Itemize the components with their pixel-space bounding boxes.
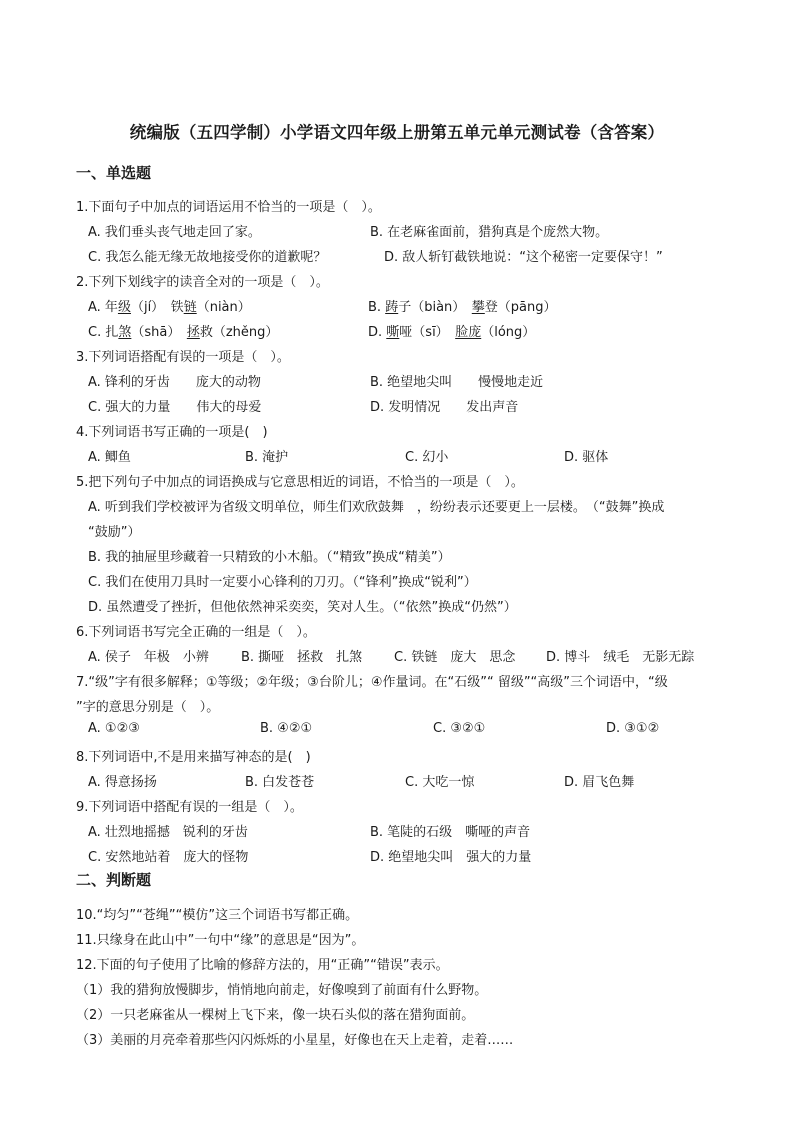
underlined-char: 煞 — [118, 325, 132, 340]
question-12-stem: 12.下面的句子使用了比喻的修辞方法的，用“正确”“错误”表示。 — [76, 958, 449, 973]
underlined-char: 拯 — [186, 325, 200, 340]
question-9-option-b: B. 笔陡的石级 嘶哑的声音 — [370, 825, 531, 840]
question-5-option-b: B. 我的抽屉里珍藏着一只精致的小木船。（“精致”换成“精美”） — [88, 550, 451, 565]
question-2-option-b — [368, 296, 557, 315]
question-8-option-c: C. 大吃一惊 — [405, 775, 475, 790]
question-2-option-d — [368, 321, 535, 340]
question-3-option-a: A. 锋利的牙齿 庞大的动物 — [88, 375, 261, 390]
question-5-option-d: D. 虽然遭受了挫折，但他依然神采奕奕，笑对人生。（“依然”换成“仍然”） — [88, 600, 517, 615]
question-3-option-c: C. 强大的力量 伟大的母爱 — [88, 400, 262, 415]
question-6-stem: 6.下列词语书写完全正确的一组是（ ）。 — [76, 625, 316, 640]
question-2-option-a — [88, 296, 251, 315]
page-title: 统编版（五四学制）小学语文四年级上册第五单元单元测试卷（含答案） — [129, 123, 665, 142]
question-6-option-a: A. 侯子 年极 小辨 — [88, 650, 209, 665]
question-12-sentence-1: （1）我的猎狗放慢脚步，悄悄地向前走，好像嗅到了前面有什么野物。 — [76, 983, 488, 998]
underlined-char: 脸庞 — [455, 325, 482, 340]
underlined-char: 级 — [117, 300, 131, 315]
question-6-option-b: B. 撕哑 拯救 扎煞 — [241, 650, 363, 665]
question-8-option-b: B. 白发苍苍 — [245, 775, 315, 790]
question-4-stem: 4.下列词语书写正确的一项是( ) — [76, 425, 268, 440]
option-text: 救（zhěng） — [199, 325, 279, 340]
question-9-option-c: C. 安然地站着 庞大的怪物 — [88, 850, 249, 865]
question-9-option-d: D. 绝望地尖叫 强大的力量 — [370, 850, 532, 865]
question-4-option-c: C. 幻小 — [405, 450, 449, 465]
question-4-option-a: A. 鲫鱼 — [88, 450, 131, 465]
question-12-sentence-3: （3）美丽的月亮牵着那些闪闪烁烁的小星星，好像也在天上走着，走着…… — [76, 1033, 514, 1048]
section-heading-true-false: 二、判断题 — [76, 871, 152, 889]
option-text: （lóng） — [481, 325, 536, 340]
question-4-option-b: B. 淹护 — [245, 450, 289, 465]
question-7-stem-line-2: ”字的意思分别是（ ）。 — [76, 700, 220, 715]
underlined-char: 攀 — [471, 300, 485, 315]
question-12-sentence-2: （2）一只老麻雀从一棵树上飞下来，像一块石头似的落在猎狗面前。 — [76, 1008, 475, 1023]
question-3-option-d: D. 发明情况 发出声音 — [370, 400, 519, 415]
option-text: （niàn） — [196, 300, 251, 315]
question-1-option-b: B. 在老麻雀面前，猎狗真是个庞然大物。 — [370, 225, 609, 240]
question-8-option-d: D. 眉飞色舞 — [564, 775, 635, 790]
question-3-option-b: B. 绝望地尖叫 慢慢地走近 — [370, 375, 544, 390]
question-4-option-d: D. 驱体 — [564, 450, 609, 465]
question-10: 10.“均匀”“苍绳”“模仿”这三个词语书写都正确。 — [76, 908, 359, 923]
underlined-char: 嘶 — [386, 325, 400, 340]
question-5-option-a-line-1: A. 听到我们学校被评为省级文明单位，师生们欢欣鼓舞 ，纷纷表示还要更上一层楼。 （“鼓舞”换成 — [88, 500, 665, 515]
option-text: （shā） — [131, 325, 187, 340]
option-text: （jí） 铁 — [130, 300, 184, 315]
question-1-option-c: C. 我怎么能无缘无故地接受你的道歉呢？ — [88, 250, 327, 265]
section-heading-single-choice: 一、单选题 — [76, 164, 152, 182]
question-6-option-d: D. 博斗 绒毛 无影无踪 — [546, 650, 695, 665]
question-11: 11.只缘身在此山中”一句中“缘”的意思是“因为”。 — [76, 933, 365, 948]
question-2-stem: 2.下列下划线字的读音全对的一项是（ ）。 — [76, 275, 329, 290]
option-text: 哑（sī） — [399, 325, 456, 340]
question-8-stem: 8.下列词语中,不是用来描写神态的是( ) — [76, 750, 311, 765]
question-8-option-a: A. 得意扬扬 — [88, 775, 157, 790]
option-text: 子（biàn） — [398, 300, 472, 315]
option-text: B. — [368, 300, 386, 315]
option-text: A. 年 — [88, 300, 118, 315]
question-7-stem-line-1: 7.“级”字有很多解释；①等级；②年级；③台阶儿；④作量词。在“石级”“ 留级”“高级”三个词语中，“级 — [76, 675, 668, 690]
question-7-option-b: B. ④②① — [260, 721, 313, 736]
option-text: D. — [368, 325, 387, 340]
question-1-stem: 1.下面句子中加点的词语运用不恰当的一项是（ ）。 — [76, 200, 381, 215]
option-text: C. 扎 — [88, 325, 119, 340]
underlined-char: 踌 — [385, 300, 399, 315]
question-7-option-c: C. ③②① — [433, 721, 486, 736]
question-7-option-a: A. ①②③ — [88, 721, 140, 736]
option-text: 登（pāng） — [484, 300, 557, 315]
question-7-option-d: D. ③①② — [606, 721, 660, 736]
question-9-option-a: A. 壮烈地摇撼 锐利的牙齿 — [88, 825, 248, 840]
underlined-char: 链 — [183, 300, 197, 315]
question-5-option-c: C. 我们在使用刀具时一定要小心锋利的刀刃。（“锋利”换成“锐利”） — [88, 575, 477, 590]
question-1-option-d: D. 敌人斩钉截铁地说：“这个秘密一定要保守！” — [384, 250, 663, 265]
question-1-option-a: A. 我们垂头丧气地走回了家。 — [88, 225, 261, 240]
question-9-stem: 9.下列词语中搭配有误的一组是（ ）。 — [76, 800, 303, 815]
question-3-stem: 3.下列词语搭配有误的一项是（ ）。 — [76, 350, 290, 365]
question-5-option-a-line-2: “鼓励”） — [88, 525, 141, 540]
question-5-stem: 5.把下列句子中加点的词语换成与它意思相近的词语，不恰当的一项是（ ）。 — [76, 475, 524, 490]
question-2-option-c — [88, 321, 278, 340]
question-6-option-c: C. 铁链 庞大 思念 — [394, 650, 516, 665]
